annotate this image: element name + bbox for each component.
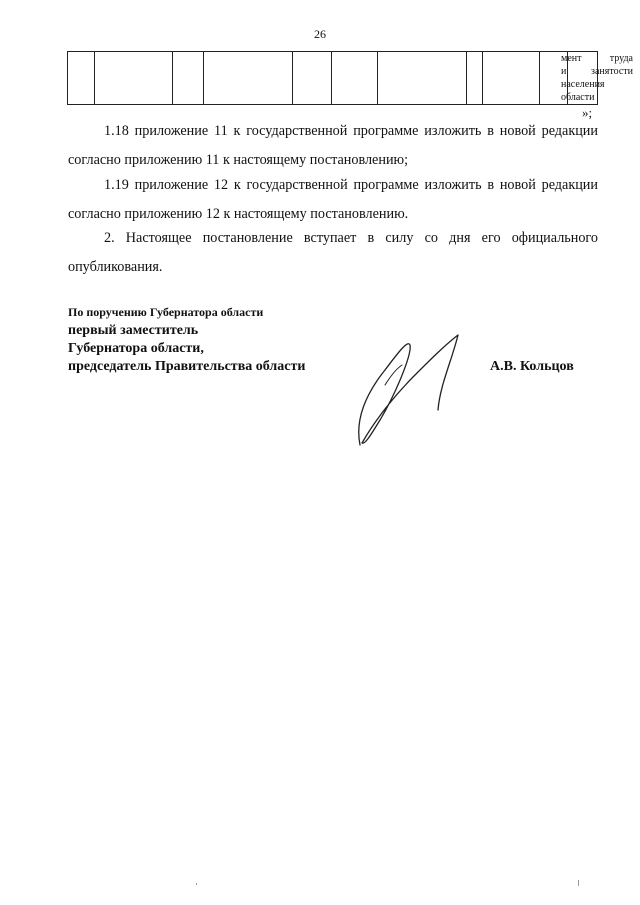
table-cell [204,52,293,105]
cell-text-line: мент труда [561,53,633,64]
table-cell [483,52,540,105]
on-behalf-line: По поручению Губернатора области [68,305,264,319]
handwritten-signature [340,325,480,455]
cell-text-line: и занятости [561,66,633,77]
scan-mark [196,883,197,885]
table-cell [378,52,467,105]
table-cell [467,52,483,105]
position-line-2: Губернатора области, [68,341,204,356]
page-number: 26 [314,27,326,41]
position-line-3: председатель Правительства области [68,359,306,374]
signer-name: А.В. Кольцов [490,359,574,374]
paragraph-2: 2. Настоящее постановление вступает в силу со дня его официального опубликования. [68,230,598,275]
cell-text-line: населения [561,79,605,90]
position-line-1: первый заместитель [68,323,199,338]
continued-table [67,51,598,105]
table-cell [293,52,332,105]
table-cell [68,52,95,105]
paragraph-1-19: 1.19 приложение 12 к государственной программе изложить в новой редакции согласно приложению 12 к настоящему постановлению. [68,177,598,222]
table-last-cell [561,51,633,104]
paragraph-1-18: 1.18 приложение 11 к государственной программе изложить в новой редакции согласно приложению 11 к настоящему постановлению; [68,123,598,168]
table-cell [95,52,173,105]
table-cell [332,52,378,105]
closing-quote: »; [582,105,593,120]
scan-mark [578,880,579,886]
table-row [68,52,598,105]
table-cell [173,52,204,105]
cell-text-line: области [561,92,595,103]
